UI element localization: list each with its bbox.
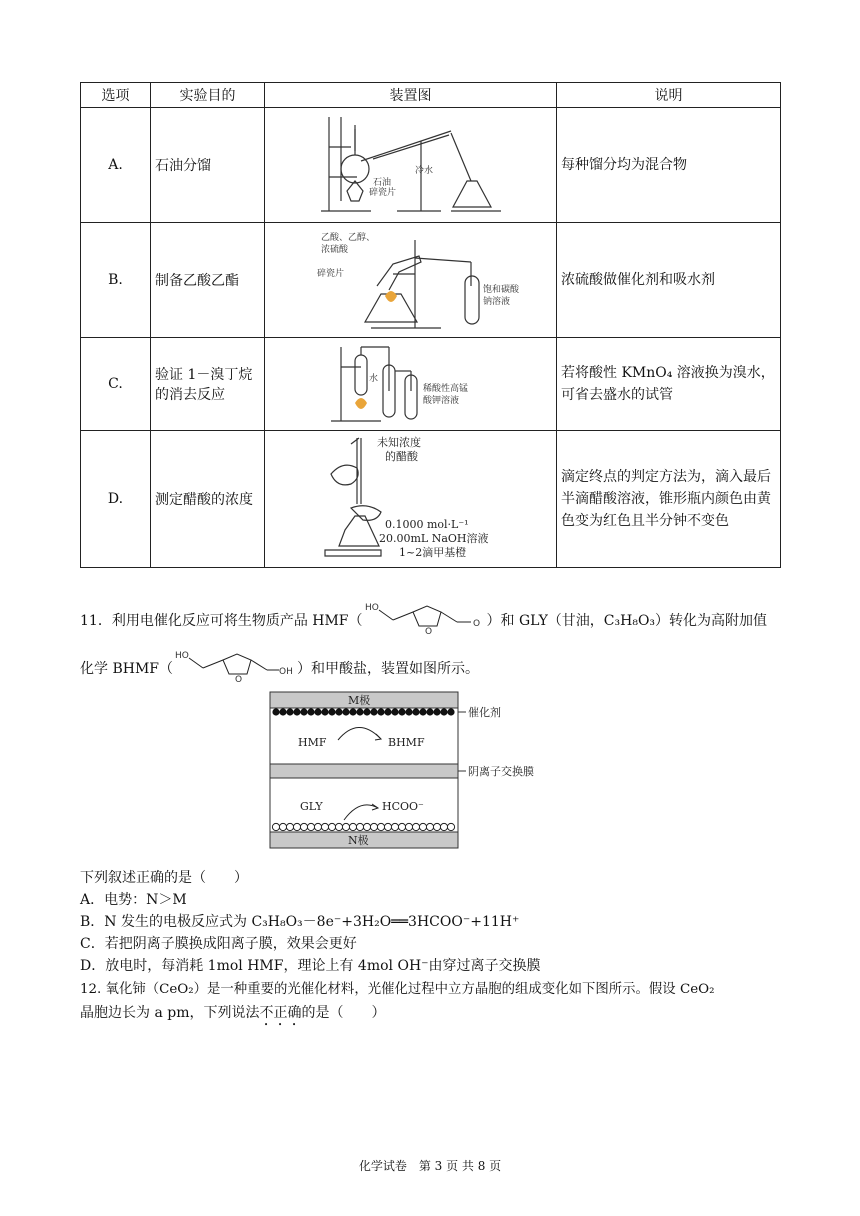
label-boiling-chips-b: 碎瓷片 [316, 269, 344, 279]
catalyst-bead [440, 708, 447, 715]
catalyst-bead [349, 823, 356, 830]
bhmf-structure-icon [173, 648, 297, 684]
catalyst-bead [412, 708, 419, 715]
table-row [81, 108, 781, 223]
q11-option-d: D．放电时，每消耗 1mol HMF，理论上有 4mol OH⁻由穿过离子交换膜 [80, 958, 541, 974]
svg-text:HO: HO [175, 651, 189, 661]
row-option: C. [81, 338, 151, 431]
table-row [81, 338, 781, 431]
catalyst-bead [370, 823, 377, 830]
row-note: 若将酸性 KMnO₄ 溶液换为溴水，可省去盛水的试管 [557, 338, 781, 431]
membrane-label: 阴离子交换膜 [468, 765, 534, 778]
row-purpose: 测定醋酸的浓度 [151, 431, 265, 568]
catalyst-bead [405, 823, 412, 830]
catalyst-bead [370, 708, 377, 715]
label-cold-water: 冷水 [414, 166, 433, 176]
catalyst-bead [412, 823, 419, 830]
label-methyl-orange: 1~2滴甲基橙 [398, 546, 466, 559]
catalyst-bead [300, 823, 307, 830]
label-conc-h2so4: 浓硫酸 [320, 245, 348, 255]
catalyst-bead [419, 708, 426, 715]
m-electrode-label: M极 [348, 694, 371, 707]
svg-text:O: O [235, 675, 243, 685]
catalyst-bead [356, 708, 363, 715]
q12-line-1: 12. 氧化铈（CeO₂）是一种重要的光催化材料，光催化过程中立方晶胞的组成变化如下图所示。假设 CeO₂ [80, 982, 715, 997]
header-purpose: 实验目的 [151, 83, 265, 108]
catalyst-bead [328, 823, 335, 830]
label-unknown-conc: 未知浓度 [376, 436, 421, 449]
catalyst-bead [293, 708, 300, 715]
q12-emphasis: 不正确 [259, 1005, 302, 1021]
header-apparatus: 装置图 [265, 83, 557, 108]
table-row [81, 431, 781, 568]
reduction-arrow [338, 727, 380, 740]
catalyst-bead [384, 708, 391, 715]
q11-line-2 [80, 648, 479, 690]
apparatus-elimination [265, 338, 557, 431]
catalyst-bead [328, 708, 335, 715]
label-sodium-solution: 钠溶液 [482, 297, 510, 307]
catalyst-bead [286, 823, 293, 830]
distillation-apparatus-icon [311, 111, 511, 219]
catalyst-bead [398, 708, 405, 715]
svg-text:O: O [472, 619, 480, 629]
row-purpose: 验证 1－溴丁烷的消去反应 [151, 338, 265, 431]
catalyst-bead [342, 823, 349, 830]
q11-line2-b: ）和甲酸盐，装置如图所示。 [297, 661, 479, 677]
catalyst-bead [272, 708, 279, 715]
apparatus-ester [265, 223, 557, 338]
q11-stem: 下列叙述正确的是（ ） [80, 870, 248, 886]
catalyst-bead [356, 823, 363, 830]
electrolysis-cell-diagram [268, 690, 568, 850]
catalyst-bead [391, 708, 398, 715]
catalyst-bead [391, 823, 398, 830]
oxidation-arrow [344, 805, 378, 820]
row-note: 每种馏分均为混合物 [557, 108, 781, 223]
hmf-structure-icon [363, 600, 487, 636]
catalyst-bead [300, 708, 307, 715]
n-electrode-label: N极 [348, 834, 369, 847]
label-concentration: 0.1000 mol·L⁻¹ [384, 518, 469, 531]
table-header-row [81, 83, 781, 108]
row-purpose: 石油分馏 [151, 108, 265, 223]
catalyst-bead [307, 708, 314, 715]
catalyst-bead [433, 708, 440, 715]
catalyst-bead [279, 708, 286, 715]
catalyst-label: 催化剂 [468, 706, 501, 719]
catalyst-bead [440, 823, 447, 830]
apparatus-distillation [265, 108, 557, 223]
catalyst-bead [363, 823, 370, 830]
hmf-label: HMF [298, 736, 327, 749]
catalyst-bead [321, 823, 328, 830]
catalyst-layer [272, 708, 454, 715]
q11-line2-a: 化学 BHMF（ [80, 661, 173, 677]
catalyst-bead [363, 708, 370, 715]
catalyst-bead [426, 708, 433, 715]
label-kmno4-solution: 酸钾溶液 [422, 396, 459, 406]
label-reagents: 乙酸、乙醇、 [320, 233, 375, 243]
catalyst-bead [272, 823, 279, 830]
row-option: D. [81, 431, 151, 568]
catalyst-bead [321, 708, 328, 715]
label-sat-carbonate: 饱和碳酸 [482, 285, 519, 295]
q11-line1-a: 11．利用电催化反应可将生物质产品 HMF（ [80, 613, 363, 629]
catalyst-bead [335, 708, 342, 715]
row-note: 滴定终点的判定方法为，滴入最后半滴醋酸溶液，锥形瓶内颜色由黄色变为红色且半分钟不变色 [557, 431, 781, 568]
label-acetic-acid: 的醋酸 [384, 450, 418, 463]
catalyst-bead [286, 708, 293, 715]
catalyst-bead [433, 823, 440, 830]
catalyst-bead [314, 708, 321, 715]
ester-apparatus-icon [311, 226, 519, 334]
formate-label: HCOO⁻ [382, 800, 424, 813]
catalyst-bead [384, 823, 391, 830]
row-note: 浓硫酸做催化剂和吸水剂 [557, 223, 781, 338]
hmf-structure [363, 600, 487, 642]
catalyst-bead [349, 708, 356, 715]
svg-text:OH: OH [279, 667, 293, 677]
label-water: 水 [368, 374, 378, 384]
label-boiling-chips: 碎瓷片 [368, 188, 396, 198]
table-row [81, 223, 781, 338]
catalyst-bead [314, 823, 321, 830]
row-purpose: 制备乙酸乙酯 [151, 223, 265, 338]
q11-line1-b: ）和 GLY（甘油，C₃H₈O₃）转化为高附加值 [486, 613, 768, 629]
catalyst-bead [447, 708, 454, 715]
catalyst-bead [293, 823, 300, 830]
catalyst-bead [426, 823, 433, 830]
titration-apparatus-icon [301, 434, 521, 564]
experiment-table [80, 82, 781, 568]
catalyst-bead [398, 823, 405, 830]
catalyst-layer-bottom [272, 823, 454, 830]
catalyst-bead [279, 823, 286, 830]
header-note: 说明 [557, 83, 781, 108]
q11-option-b: B．N 发生的电极反应式为 C₃H₈O₃－8e⁻+3H₂O══3HCOO⁻+11H⁺ [80, 914, 520, 930]
q11-line-1 [80, 600, 767, 642]
svg-text:O: O [424, 627, 432, 637]
catalyst-bead [335, 823, 342, 830]
catalyst-bead [307, 823, 314, 830]
catalyst-bead [342, 708, 349, 715]
apparatus-titration [265, 431, 557, 568]
row-option: B. [81, 223, 151, 338]
gly-label: GLY [300, 800, 323, 813]
catalyst-bead [419, 823, 426, 830]
q12-line-2: 晶胞边长为 a pm，下列说法不正确的是（ ） [80, 1005, 386, 1021]
page-footer: 化学试卷 第 3 页 共 8 页 [358, 1159, 502, 1173]
anion-exchange-membrane [270, 764, 458, 778]
q11-option-c: C．若把阴离子膜换成阳离子膜，效果会更好 [80, 936, 357, 952]
catalyst-bead [377, 823, 384, 830]
bhmf-label: BHMF [388, 736, 425, 749]
catalyst-bead [405, 708, 412, 715]
svg-text:HO: HO [364, 603, 379, 613]
label-petroleum: 石油 [372, 178, 391, 188]
elimination-apparatus-icon [311, 341, 511, 427]
header-option: 选项 [81, 83, 151, 108]
label-dilute-kmno4: 稀酸性高锰 [422, 384, 468, 394]
catalyst-bead [377, 708, 384, 715]
catalyst-bead [447, 823, 454, 830]
q11-option-a: A．电势：N＞M [80, 892, 187, 908]
bhmf-structure [173, 648, 297, 690]
row-option: A. [81, 108, 151, 223]
label-naoh-volume: 20.00mL NaOH溶液 [378, 532, 489, 545]
